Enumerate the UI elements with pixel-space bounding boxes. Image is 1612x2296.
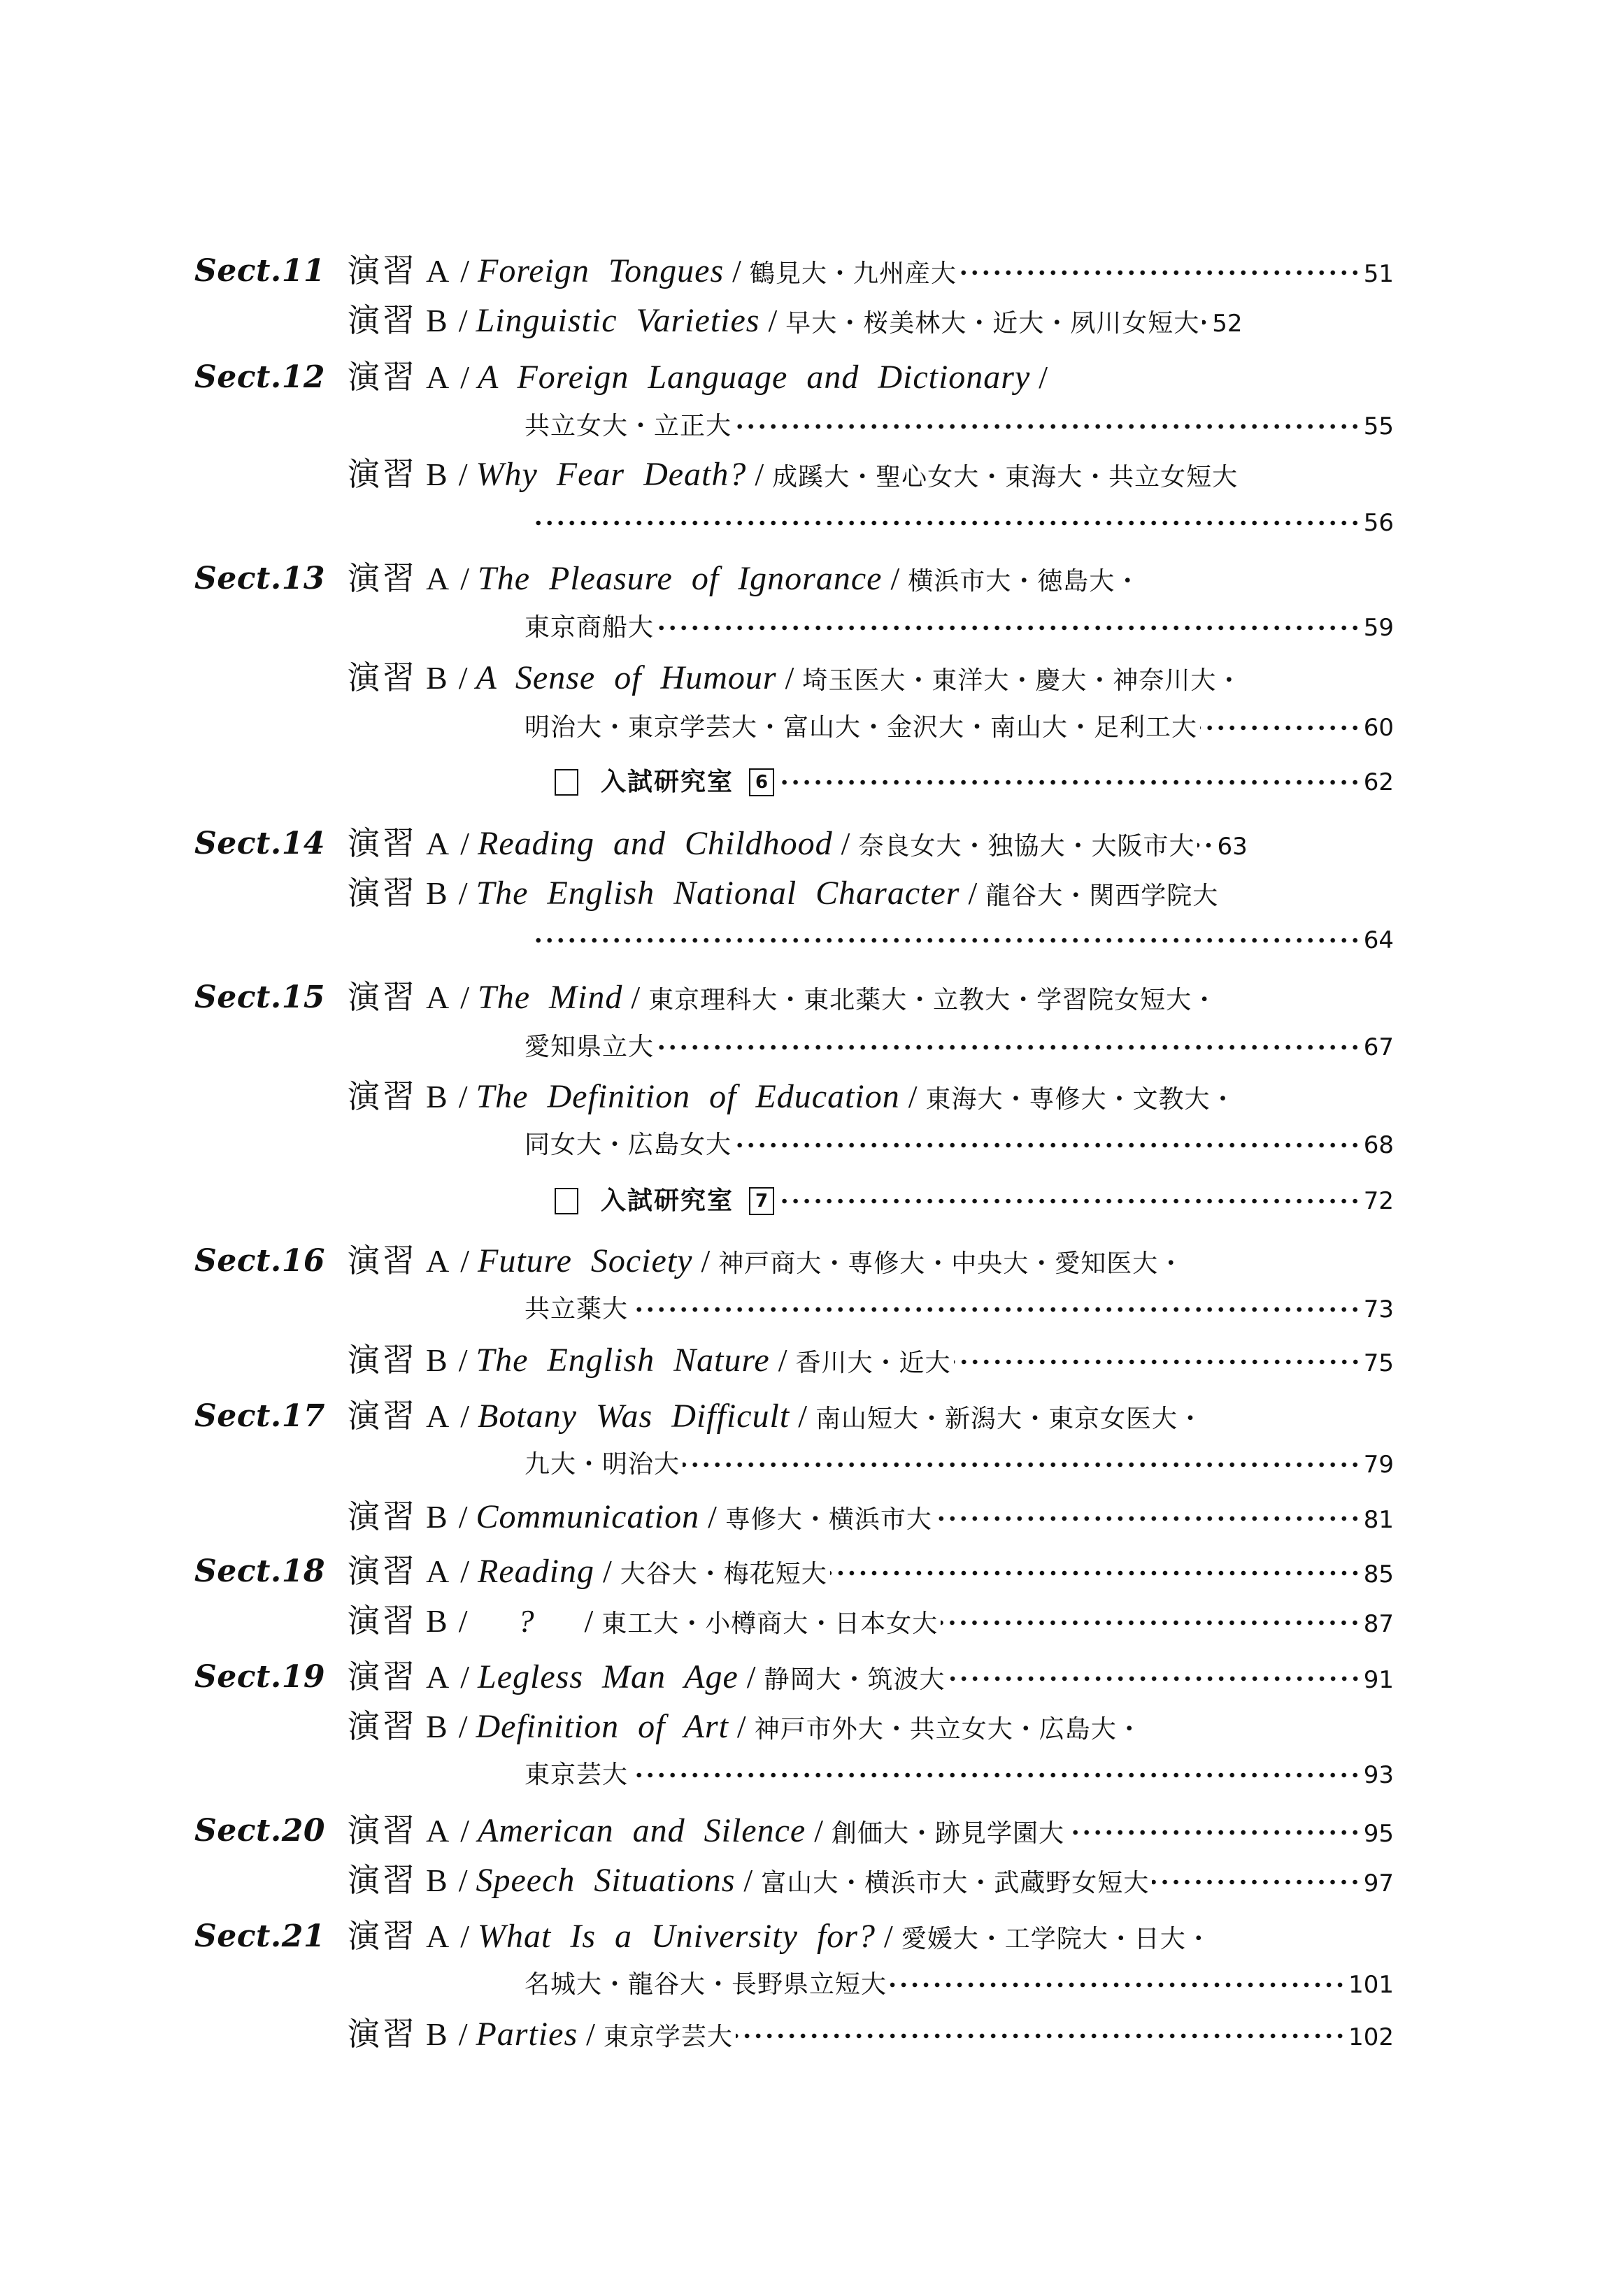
toc-entry — [0, 1599, 1612, 1644]
dot-leader — [536, 512, 1361, 533]
separator: / — [460, 253, 470, 289]
section-label: Sect.20 — [194, 1813, 325, 1849]
toc-entry — [0, 1705, 1612, 1749]
dot-leader — [734, 416, 1361, 437]
separator: / — [460, 561, 470, 596]
exercise-label: 演習 B — [348, 1863, 450, 1898]
section-label: Sect.17 — [194, 1398, 325, 1434]
exercise-label: 演習 A — [348, 1243, 452, 1279]
separator: / — [458, 1079, 468, 1114]
exercise-label: 演習 B — [348, 2016, 450, 2052]
entry-title: Definition of Art — [476, 1708, 729, 1745]
universities: 神戸市外大・共立女大・広島大・ — [754, 1715, 1143, 1744]
page-number: 101 — [1348, 1971, 1394, 1999]
separator: / — [841, 826, 850, 861]
dot-leader — [954, 1351, 1361, 1372]
toc-entry — [0, 452, 1612, 497]
page-number: 73 — [1363, 1296, 1394, 1323]
section-label: Sect.16 — [194, 1243, 325, 1279]
toc-entry — [0, 1495, 1612, 1540]
exercise-label: 演習 A — [348, 1554, 452, 1589]
separator: / — [458, 303, 468, 338]
universities: 名城大・龍谷大・長野県立短大 — [525, 1970, 887, 1999]
toc-entry-continuation — [0, 1123, 1612, 1168]
dot-leader — [960, 262, 1361, 283]
toc-entry — [0, 1549, 1612, 1594]
universities: 神戸商大・専修大・中央大・愛知医大・ — [718, 1249, 1185, 1278]
separator: / — [768, 303, 778, 338]
column-number-badge: 6 — [749, 768, 774, 796]
exercise-label: 演習 A — [348, 1813, 452, 1849]
toc-entry — [0, 1809, 1612, 1853]
separator: / — [460, 359, 470, 395]
exercise-label: 演習 B — [348, 875, 450, 911]
exercise-label: 演習 B — [348, 1709, 450, 1744]
dot-leader — [777, 1191, 1361, 1212]
exercise-label: 演習 A — [348, 980, 452, 1015]
universities: 富山大・横浜市大・武蔵野女短大 — [761, 1869, 1150, 1897]
separator: / — [602, 1554, 612, 1589]
separator: / — [584, 1603, 594, 1639]
separator: / — [908, 1079, 918, 1114]
column-label: 入試研究室 — [601, 1186, 734, 1215]
separator: / — [890, 561, 900, 596]
exercise-label: 演習 A — [348, 561, 452, 596]
entry-title: Reading — [478, 1553, 594, 1590]
universities: 九大・明治大 — [525, 1450, 680, 1479]
separator: / — [460, 1243, 470, 1279]
toc-entry — [0, 2012, 1612, 2057]
toc-entry — [0, 1858, 1612, 1903]
universities: 南山短大・新潟大・東京女医大・ — [815, 1405, 1204, 1433]
page-number: 102 — [1348, 2023, 1394, 2051]
separator: / — [458, 1499, 468, 1535]
separator: / — [460, 1659, 470, 1695]
separator: / — [883, 1918, 893, 1954]
universities: 共立薬大 — [525, 1295, 629, 1323]
entry-title: A Sense of Humour — [476, 659, 777, 696]
separator: / — [743, 1863, 753, 1898]
toc-entry-continuation — [0, 605, 1612, 650]
page-number: 62 — [1363, 768, 1394, 796]
page-number: 63 — [1217, 833, 1248, 861]
entry-title: The Mind — [478, 979, 623, 1016]
toc-entry-column — [0, 1179, 1612, 1224]
page-number: 75 — [1363, 1349, 1394, 1377]
dot-leader — [736, 2025, 1346, 2046]
toc-entry-continuation — [0, 404, 1612, 449]
universities: 東京学芸大 — [603, 2023, 733, 2051]
page-number: 93 — [1363, 1761, 1394, 1789]
exercise-label: 演習 B — [348, 1603, 450, 1639]
dot-leader — [657, 617, 1361, 638]
universities: 横浜市大・徳島大・ — [908, 567, 1141, 596]
universities: 埼玉医大・東洋大・慶大・神奈川大・ — [802, 666, 1243, 695]
page-number: 81 — [1363, 1506, 1394, 1534]
universities: 明治大・東京学芸大・富山大・金沢大・南山大・足利工大 — [525, 713, 1198, 742]
separator: / — [460, 1398, 470, 1434]
page-number: 87 — [1363, 1610, 1394, 1638]
toc-entry — [0, 821, 1612, 866]
universities: 東京商船大 — [525, 613, 655, 642]
section-label: Sect.18 — [194, 1554, 325, 1589]
toc-entry — [0, 1394, 1612, 1439]
page-number: 60 — [1363, 714, 1394, 742]
entry-title: Botany Was Difficult — [478, 1398, 790, 1435]
entry-title: Parties — [476, 2016, 578, 2053]
separator: / — [460, 1813, 470, 1849]
checkbox-square-icon — [555, 1188, 578, 1214]
separator: / — [458, 1863, 468, 1898]
page-number: 59 — [1363, 614, 1394, 642]
page-number: 79 — [1363, 1451, 1394, 1479]
separator: / — [778, 1342, 787, 1378]
toc-entry — [0, 355, 1612, 400]
dot-leader — [1067, 1822, 1361, 1843]
separator: / — [460, 1918, 470, 1954]
separator: / — [701, 1243, 711, 1279]
dot-leader — [1152, 1872, 1361, 1893]
separator: / — [814, 1813, 823, 1849]
entry-title: A Foreign Language and Dictionary — [478, 359, 1031, 396]
exercise-label: 演習 A — [348, 1659, 452, 1695]
page-number: 51 — [1363, 260, 1394, 288]
page-number: 56 — [1363, 509, 1394, 537]
entry-title: The English Nature — [476, 1342, 770, 1379]
dot-leader — [941, 1612, 1360, 1633]
separator: / — [458, 1603, 468, 1639]
universities: 東海大・専修大・文教大・ — [925, 1085, 1236, 1114]
exercise-label: 演習 B — [348, 1499, 450, 1535]
universities: 早大・桜美林大・近大・夙川女短大 — [785, 309, 1200, 338]
entry-title: Legless Man Age — [478, 1658, 739, 1695]
separator: / — [968, 875, 978, 911]
toc-entry-continuation — [0, 1442, 1612, 1487]
toc-entry-continuation — [0, 1753, 1612, 1798]
universities: 愛知県立大 — [525, 1033, 655, 1061]
separator: / — [736, 1709, 746, 1744]
dot-leader — [536, 930, 1361, 951]
page-number: 91 — [1363, 1666, 1394, 1694]
toc-entry — [0, 1239, 1612, 1284]
toc-entry-continuation — [0, 918, 1612, 963]
toc-entry — [0, 1914, 1612, 1959]
exercise-label: 演習 B — [348, 457, 450, 492]
separator: / — [631, 980, 641, 1015]
separator: / — [785, 660, 794, 696]
page-number: 67 — [1363, 1033, 1394, 1061]
toc-entry — [0, 1338, 1612, 1383]
universities: 鶴見大・九州産大 — [749, 259, 957, 288]
toc-entry — [0, 1075, 1612, 1119]
separator: / — [458, 2016, 468, 2052]
universities: 創価大・跡見学園大 — [832, 1819, 1065, 1848]
universities: 東京理科大・東北薬大・立教大・学習院女短大・ — [648, 986, 1218, 1014]
entry-title: Communication — [476, 1498, 700, 1535]
dot-leader — [1197, 835, 1214, 856]
exercise-label: 演習 B — [348, 303, 450, 338]
toc-entry — [0, 299, 1612, 343]
exercise-label: 演習 A — [348, 253, 452, 289]
page-number: 97 — [1363, 1870, 1394, 1897]
page-number: 68 — [1363, 1131, 1394, 1159]
entry-title: Future Society — [478, 1242, 693, 1279]
page-number: 72 — [1363, 1187, 1394, 1215]
entry-title: Speech Situations — [476, 1862, 736, 1899]
separator: / — [458, 1342, 468, 1378]
page-number: 52 — [1212, 310, 1243, 338]
section-label: Sect.14 — [194, 826, 325, 861]
section-label: Sect.15 — [194, 980, 325, 1015]
separator: / — [458, 875, 468, 911]
separator: / — [458, 1709, 468, 1744]
toc-entry — [0, 249, 1612, 294]
entry-title: The English National Character — [476, 875, 960, 912]
toc-entry — [0, 1655, 1612, 1700]
separator: / — [458, 660, 468, 696]
dot-leader — [631, 1299, 1361, 1320]
separator: / — [708, 1499, 717, 1535]
universities: 共立女大・立正大 — [525, 412, 732, 440]
section-label: Sect.11 — [194, 253, 325, 289]
exercise-label: 演習 A — [348, 359, 452, 395]
universities: 東京芸大 — [525, 1760, 629, 1789]
entry-title: Why Fear Death? — [476, 456, 747, 493]
dot-leader — [890, 1974, 1346, 1995]
separator: / — [460, 1554, 470, 1589]
exercise-label: 演習 B — [348, 660, 450, 696]
separator: / — [746, 1659, 756, 1695]
universities: 静岡大・筑波大 — [764, 1665, 946, 1694]
exercise-label: 演習 B — [348, 1079, 450, 1114]
dot-leader — [683, 1454, 1361, 1475]
dot-leader — [830, 1563, 1361, 1584]
page-number: 85 — [1363, 1560, 1394, 1588]
section-label: Sect.13 — [194, 561, 325, 596]
universities: 龍谷大・関西学院大 — [985, 882, 1219, 910]
entry-title: American and Silence — [478, 1812, 806, 1849]
exercise-label: 演習 A — [348, 1918, 452, 1954]
separator: / — [460, 980, 470, 1015]
page-number: 64 — [1363, 926, 1394, 954]
column-number-badge: 7 — [749, 1187, 774, 1215]
separator: / — [1039, 359, 1048, 395]
checkbox-square-icon — [555, 769, 578, 796]
toc-entry-column — [0, 760, 1612, 805]
exercise-label: 演習 B — [348, 1342, 450, 1378]
universities: 愛媛大・工学院大・日大・ — [901, 1925, 1212, 1953]
section-label: Sect.19 — [194, 1659, 325, 1695]
universities: 同女大・広島女大 — [525, 1131, 732, 1159]
section-label: Sect.21 — [194, 1918, 325, 1954]
page-number: 55 — [1363, 412, 1394, 440]
section-label: Sect.12 — [194, 359, 325, 395]
universities: 大谷大・梅花短大 — [620, 1560, 827, 1588]
dot-leader — [777, 772, 1361, 793]
dot-leader — [631, 1765, 1361, 1786]
entry-title: Linguistic Varieties — [476, 302, 760, 339]
universities: 専修大・横浜市大 — [725, 1505, 932, 1534]
separator: / — [732, 253, 741, 289]
separator: / — [460, 826, 470, 861]
universities: 東工大・小樽商大・日本女大 — [601, 1609, 939, 1638]
toc-entry-continuation — [0, 1025, 1612, 1070]
dot-leader — [734, 1135, 1361, 1156]
entry-title: ? — [518, 1603, 534, 1639]
dot-leader — [1200, 717, 1361, 738]
universities: 香川大・近大 — [795, 1349, 951, 1377]
exercise-label: 演習 A — [348, 1398, 452, 1434]
universities: 成蹊大・聖心女大・東海大・共立女短大 — [772, 463, 1239, 492]
toc-entry-continuation — [0, 1963, 1612, 2007]
toc-entry-continuation — [0, 1287, 1612, 1332]
dot-leader — [948, 1668, 1361, 1689]
separator: / — [586, 2016, 595, 2052]
separator: / — [755, 457, 764, 492]
page-number: 95 — [1363, 1820, 1394, 1848]
toc-entry — [0, 871, 1612, 916]
entry-title: Reading and Childhood — [478, 825, 833, 862]
toc-entry — [0, 656, 1612, 701]
column-label: 入試研究室 — [601, 768, 734, 796]
dot-leader — [657, 1037, 1361, 1058]
dot-leader — [935, 1508, 1361, 1529]
entry-title: The Pleasure of Ignorance — [478, 560, 883, 597]
entry-title: Foreign Tongues — [478, 252, 725, 289]
toc-entry — [0, 557, 1612, 601]
toc-entry — [0, 975, 1612, 1020]
dot-leader — [1202, 312, 1209, 333]
entry-title: What Is a University for? — [478, 1918, 876, 1955]
separator: / — [798, 1398, 807, 1434]
toc-entry-continuation — [0, 705, 1612, 750]
separator: / — [458, 457, 468, 492]
entry-title: The Definition of Education — [476, 1078, 900, 1115]
toc-entry-continuation — [0, 501, 1612, 545]
exercise-label: 演習 A — [348, 826, 452, 861]
universities: 奈良女大・独協大・大阪市大 — [858, 832, 1195, 861]
